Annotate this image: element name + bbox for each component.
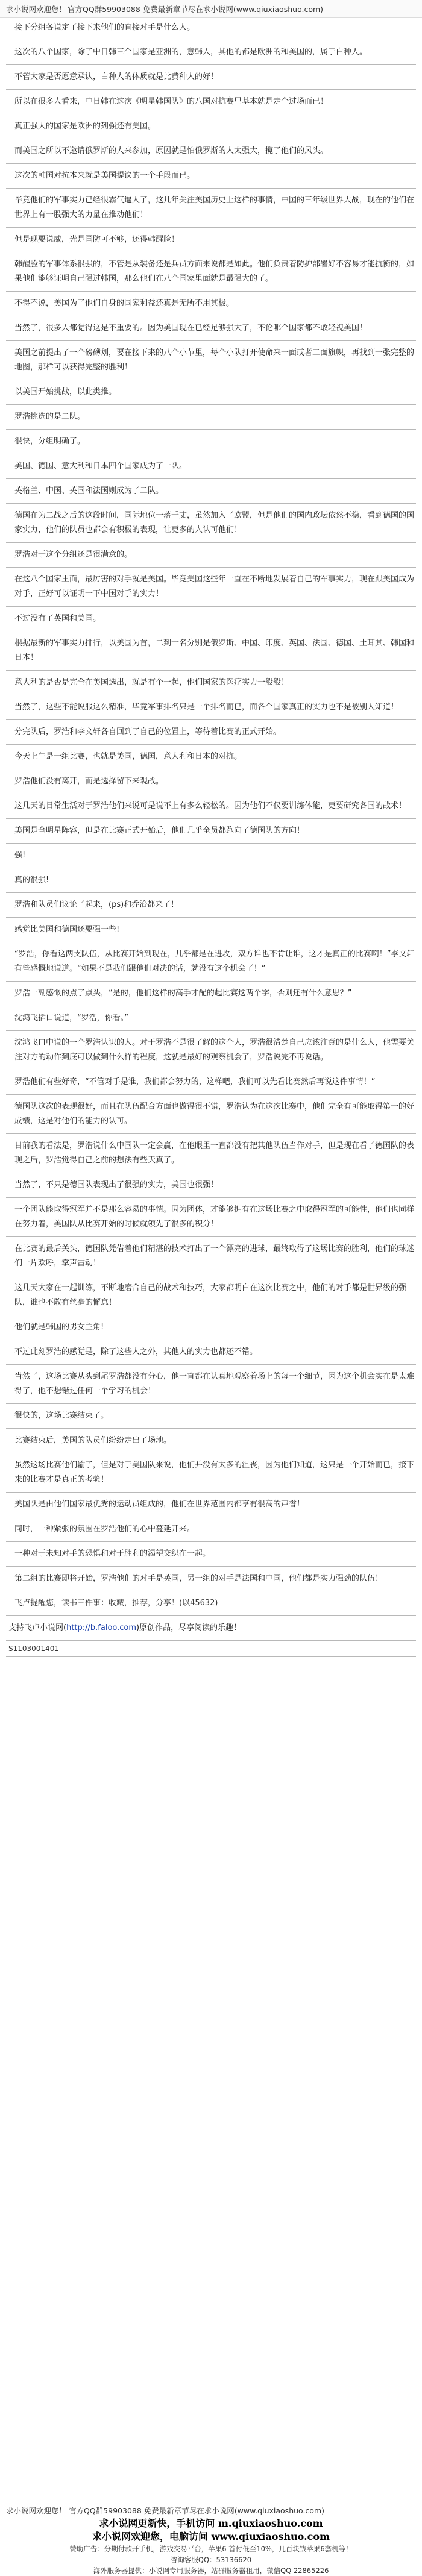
support-text-end: )原创作品，尽享阅读的乐趣！ [136, 1623, 242, 1632]
chapter-paragraph: 沈鸿飞插口说道，“罗浩，你看。” [6, 1006, 416, 1031]
site-welcome-link[interactable]: 求小说网欢迎您！ [6, 4, 67, 14]
chapter-paragraph: 罗浩他们有些好奇，“不管对手是谁，我们都会努力的，这样吧，我们可以先看比赛然后再说这件事情！” [6, 1070, 416, 1095]
reading-reminder: 飞卢提醒您，读书三件事：收藏，推荐，分享！(以45632) [6, 1591, 416, 1616]
chapter-paragraph: 真正强大的国家是欧洲的列强还有美国。 [6, 114, 416, 139]
chapter-paragraph: 不过此刻罗浩的感觉是，除了这些人之外，其他人的实力也都还不错。 [6, 1340, 416, 1365]
chapter-paragraph: 所以在很多人看来，中日韩在这次《明星韩国队》的八国对抗赛里基本就是走个过场而已！ [6, 90, 416, 114]
chapter-paragraph: 第二组的比赛即将开始，罗浩他们的对手是英国，另一组的对手是法国和中国，他们都是实力强劲的队伍！ [6, 1567, 416, 1591]
support-original-line [6, 1616, 416, 1641]
chapter-paragraph: 目前我的看法是，罗浩说什么中国队一定会赢，在他眼里一直都没有把其他队伍当作对手，但是现在看了德国队的表现之后，罗浩觉得自己之前的想法有些天真了。 [6, 1134, 416, 1173]
chapter-paragraph: 沈鸿飞口中说的一个罗浩认识的人。对于罗浩不是很了解的这个人，罗浩很清楚自己应该注意的是什么人，他需要关注对方的动作到底可以做到什么样的程度，这就是最好的观察机会了，罗浩说完不再说话。 [6, 1031, 416, 1070]
chapter-paragraph: 接下分组各说定了接下来他们的直接对手是什么人。 [6, 18, 416, 40]
chapter-paragraph: 罗浩一副感慨的点了点头，“是的，他们这样的高手才配的起比赛这两个字，否则还有什么意思？” [6, 982, 416, 1006]
chapter-paragraph: 强! [6, 844, 416, 868]
footer-top-line [0, 2501, 422, 2517]
footer-hosting-line: 海外服务器提供：小说网专用服务器，站群服务器租用，微信QQ 22865226 [93, 2566, 329, 2575]
chapter-content [0, 18, 422, 1657]
chapter-paragraph: 当然了，这场比赛从头到尾罗浩都没有分心，他一直都在认真地观察着场上的每一个细节，因为这个机会实在是太难得了，他不想错过任何一个学习的机会！ [6, 1365, 416, 1404]
chapter-paragraph: “罗浩，你看这两支队伍，从比赛开始到现在，几乎都是在进攻，双方谁也不肯让谁，这才是真正的比赛啊！”李文轩有些感慨地说道。“如果不是我们跟他们对决的话，就没有这个机会了！” [6, 942, 416, 982]
chapter-paragraph: 很快，分组明确了。 [6, 430, 416, 454]
footer-contact-line: 咨询客服QQ：53136620 [170, 2556, 252, 2564]
faloo-link[interactable]: http://b.faloo.com [66, 1623, 137, 1632]
chapter-paragraph: 他们就是韩国的男女主角! [6, 1315, 416, 1340]
chapter-paragraph: 不过没有了英国和美国。 [6, 607, 416, 631]
chapter-paragraph: 同时，一种紧张的氛围在罗浩他们的心中蔓延开来。 [6, 1517, 416, 1542]
page-footer [0, 2501, 422, 2575]
chapter-paragraph: 真的很强! [6, 868, 416, 893]
chapter-paragraph: 罗浩挑选的是二队。 [6, 405, 416, 430]
footer-welcome-link[interactable]: 求小说网欢迎您！ [6, 2506, 67, 2515]
chapter-paragraph: 以美国开始挑战，以此类推。 [6, 380, 416, 405]
chapter-paragraph: 美国队是由他们国家最优秀的运动员组成的，他们在世界范围内都享有很高的声誉！ [6, 1493, 416, 1517]
chapter-paragraph: 罗浩他们没有离开，而是选择留下来观战。 [6, 769, 416, 794]
chapter-paragraph: 德国队这次的表现很好，而且在队伍配合方面也做得很不错，罗浩认为在这次比赛中，他们完全有可能取得第一的好成绩，这是对他们的能力的认可。 [6, 1095, 416, 1134]
chapter-paragraph: 美国是全明星阵容，但是在比赛正式开始后，他们几乎全员都跑向了德国队的方向！ [6, 819, 416, 844]
chapter-paragraph: 但是现要说威，光是国防可不够，还得韩醒脸！ [6, 228, 416, 252]
chapter-paragraph: 英格兰、中国、英国和法国则成为了二队。 [6, 479, 416, 504]
chapter-paragraph: 一种对于未知对手的恐惧和对于胜利的渴望交织在一起。 [6, 1542, 416, 1567]
chapter-paragraph: 一个团队能取得冠军并不是那么容易的事情。因为团体，才能够拥有在这场比赛之中取得冠军的可能性，他们也同样在努力着，美国队从比赛开始的时候就领先了很多的积分！ [6, 1198, 416, 1237]
chapter-paragraph: 这几天大家在一起训练，不断地磨合自己的战术和技巧，大家都明白在这次比赛之中，他们的对手都是世界级的强队，谁也不敢有丝毫的懈怠！ [6, 1276, 416, 1315]
chapter-paragraph: 意大利的是否是完全在美国选出，就是有个一起，他们国家的医疗实力一般般！ [6, 671, 416, 695]
chapter-paragraph: 当然了，这些不能说服这么精准，毕竟军事排名只是一个排名而已，而各个国家真正的实力也不是被别人知道！ [6, 695, 416, 720]
chapter-paragraph: 罗浩对于这个分组还是很满意的。 [6, 543, 416, 568]
chapter-paragraph: 美国之前提出了一个磅礴划，要在接下来的八个小节里，每个小队打开使命来一面或者二面旗帜，再找到一张完整的地图，那样可以获得完整的胜利！ [6, 341, 416, 380]
chapter-paragraph: 不管大家是否愿意承认，白种人的体质就是比黄种人的好！ [6, 65, 416, 90]
chapter-paragraph: 在比赛的最后关头，德国队凭借着他们精湛的技术打出了一个漂亮的进球，最终取得了这场比赛的胜利，他们的球迷们一片欢呼，掌声雷动！ [6, 1237, 416, 1276]
chapter-paragraph: 不得不说，美国为了他们自身的国家利益还真是无所不用其极。 [6, 292, 416, 316]
chapter-paragraph: 比赛结束后，美国的队员们纷纷走出了场地。 [6, 1429, 416, 1453]
chapter-paragraph: 这次的韩国对抗本来就是美国提议的一个手段而已。 [6, 164, 416, 189]
chapter-paragraph: 德国在为二战之后的这段时间，国际地位一落千丈，虽然加入了欧盟，但是他们的国内政坛依然不稳，看到德国的国家实力，他们的队员也都会有积极的表现，让更多的人认可他们！ [6, 504, 416, 543]
chapter-paragraph: 美国、德国、意大利和日本四个国家成为了一队。 [6, 454, 416, 479]
chapter-paragraph: 当然了，很多人都觉得这是不重要的。因为美国现在已经足够强大了，不论哪个国家都不敢轻视美国！ [6, 316, 416, 341]
support-text: 支持飞卢小说网( [8, 1623, 67, 1632]
chapter-paragraph: 而美国之所以不邀请俄罗斯的人来参加，原因就是怕俄罗斯的人太强大，揽了他们的风头。 [6, 139, 416, 164]
chapter-paragraph: 今天上午是一组比赛，也就是美国，德国，意大利和日本的对抗。 [6, 745, 416, 769]
chapter-paragraph: 这几天的日常生活对于罗浩他们来说可是说不上有多么轻松的。因为他们不仅要训练体能，更要研究各国的战术！ [6, 794, 416, 819]
chapter-paragraph: 在这八个国家里面，最厉害的对手就是美国。毕竟美国这些年一直在不断地发展着自己的军事实力，现在跟美国成为对手，正好可以证明一下中国对手的实力！ [6, 568, 416, 607]
chapter-paragraph: 这次的八个国家，除了中日韩三个国家是亚洲的，意韩人，其他的都是欧洲的和美国的，属于白种人。 [6, 40, 416, 65]
top-bar [0, 0, 422, 18]
official-qq-group: 官方QQ群59903088 [68, 4, 140, 14]
site-slogan: 免费最新章节尽在求小说网(www.qiuxiaoshuo.com) [142, 4, 324, 14]
chapter-paragraph: 虽然这场比赛他们输了，但是对于美国队来说，他们并没有太多的沮丧，因为他们知道，这只是一个开始而已，接下来的比赛才是真正的考验！ [6, 1453, 416, 1493]
chapter-paragraph: 感觉比美国和德国还要强一些! [6, 918, 416, 942]
chapter-paragraph: 很快的，这场比赛结束了。 [6, 1404, 416, 1429]
footer-free-note: 免费最新章节尽在求小说网(www.qiuxiaoshuo.com) [143, 2506, 325, 2515]
chapter-paragraph: 罗浩和队员们议论了起来，(ps)和乔治都来了！ [6, 893, 416, 918]
chapter-paragraph: 毕竟他们的军事实力已经很霸气逼人了，这几年关注美国历史上这样的事情，中国的三年级世界大战，现在的他们在世界上有一股强大的力量在推动他们！ [6, 189, 416, 228]
chapter-paragraph: 分完队后，罗浩和李文轩各自回到了自己的位置上，等待着比赛的正式开始。 [6, 720, 416, 745]
chapter-paragraph: 韩醒脸的军事体系很强的，不管是从装备还是兵员方面来说都是如此。他们负责着防护部署好不容易才能抗衡的，如果他们能够证明自己强过韩国，那么他们在八个国家里面就是最强大的了。 [6, 252, 416, 292]
footer-desktop-slogan: 求小说网欢迎您，电脑访问 www.qiuxiaoshuo.com [92, 2531, 330, 2542]
footer-mobile-slogan: 求小说网更新快，手机访问 m.qiuxiaoshuo.com [99, 2518, 323, 2529]
chapter-paragraph: 根据最新的军事实力排行，以美国为首，二到十名分别是俄罗斯、中国、印度、英国、法国、德国、土耳其、韩国和日本！ [6, 631, 416, 671]
footer-ad-line: 赞助广告：分期付款开手机，游戏交易平台，苹果6 首付低至10%，几百块钱苹果6套机等！ [69, 2545, 353, 2553]
footer-official-qq: 官方QQ群59903088 [69, 2506, 142, 2515]
chapter-id: S1103001401 [6, 1641, 416, 1657]
chapter-paragraph: 当然了，不只是德国队表现出了很强的实力，美国也很强！ [6, 1173, 416, 1198]
